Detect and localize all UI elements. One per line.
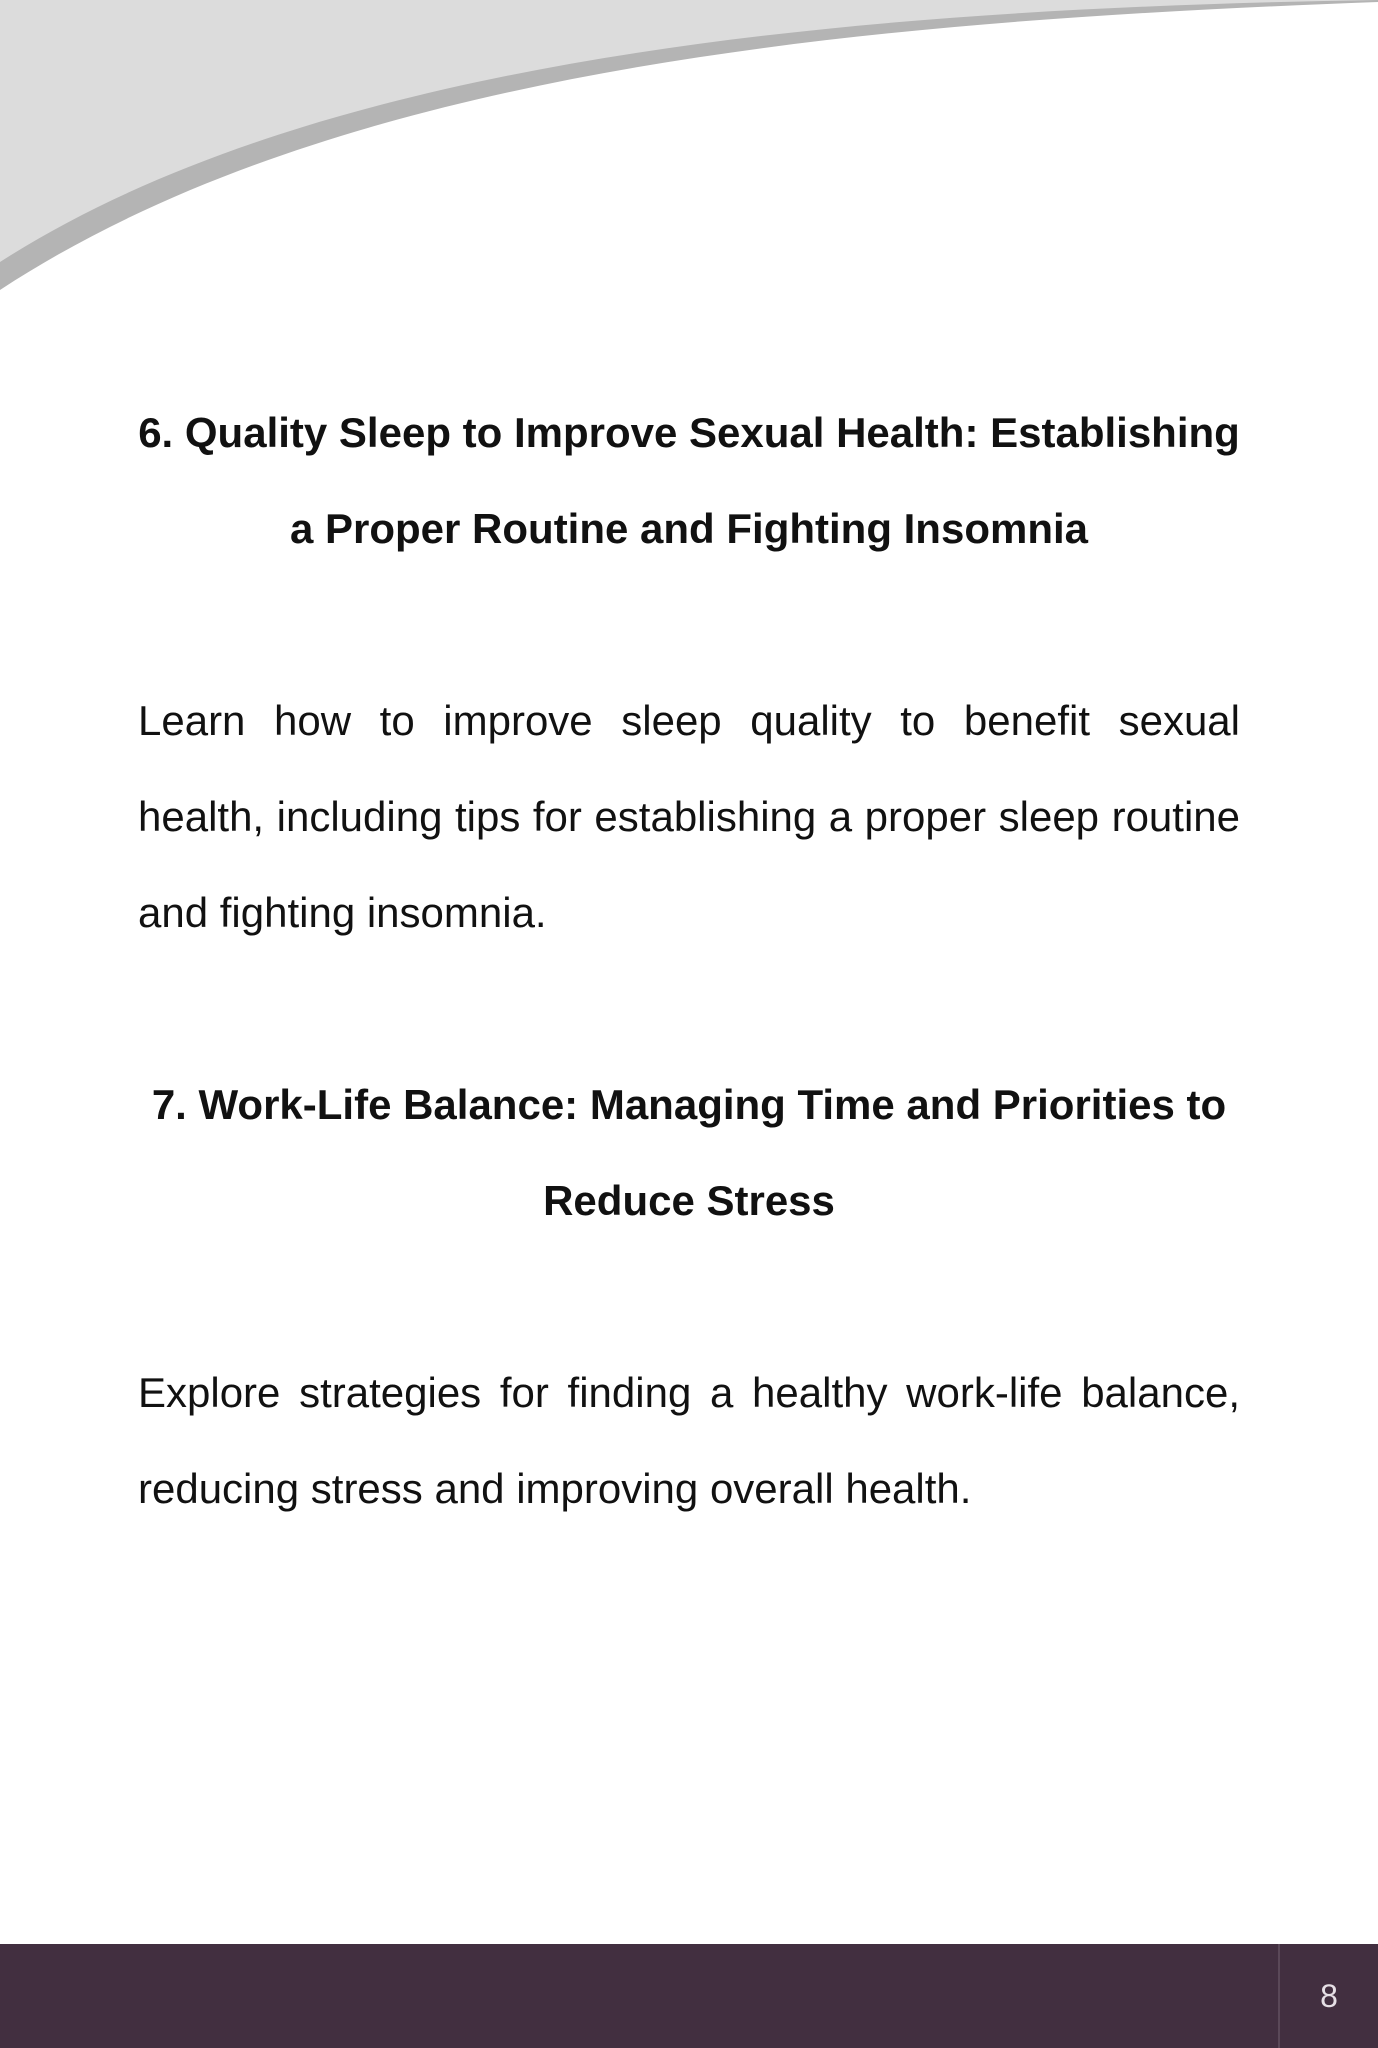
page-content	[138, 385, 1240, 1537]
section-body-sleep: Learn how to improve sleep quality to benefit sexual health, including tips for establishing a proper sleep routine and fighting insomnia.	[138, 697, 1240, 936]
section-heading-sleep: 6. Quality Sleep to Improve Sexual Health: Establishing a Proper Routine and Fighting Insomnia	[138, 409, 1240, 552]
footer-bar	[0, 1944, 1378, 2048]
page-number: 8	[1320, 1978, 1338, 2014]
decorative-header-swoosh	[0, 0, 1378, 300]
section-heading-work-life: 7. Work-Life Balance: Managing Time and Priorities to Reduce Stress	[151, 1081, 1227, 1224]
section-body-work-life: Explore strategies for finding a healthy work-life balance, reducing stress and improving overall health.	[138, 1369, 1240, 1512]
